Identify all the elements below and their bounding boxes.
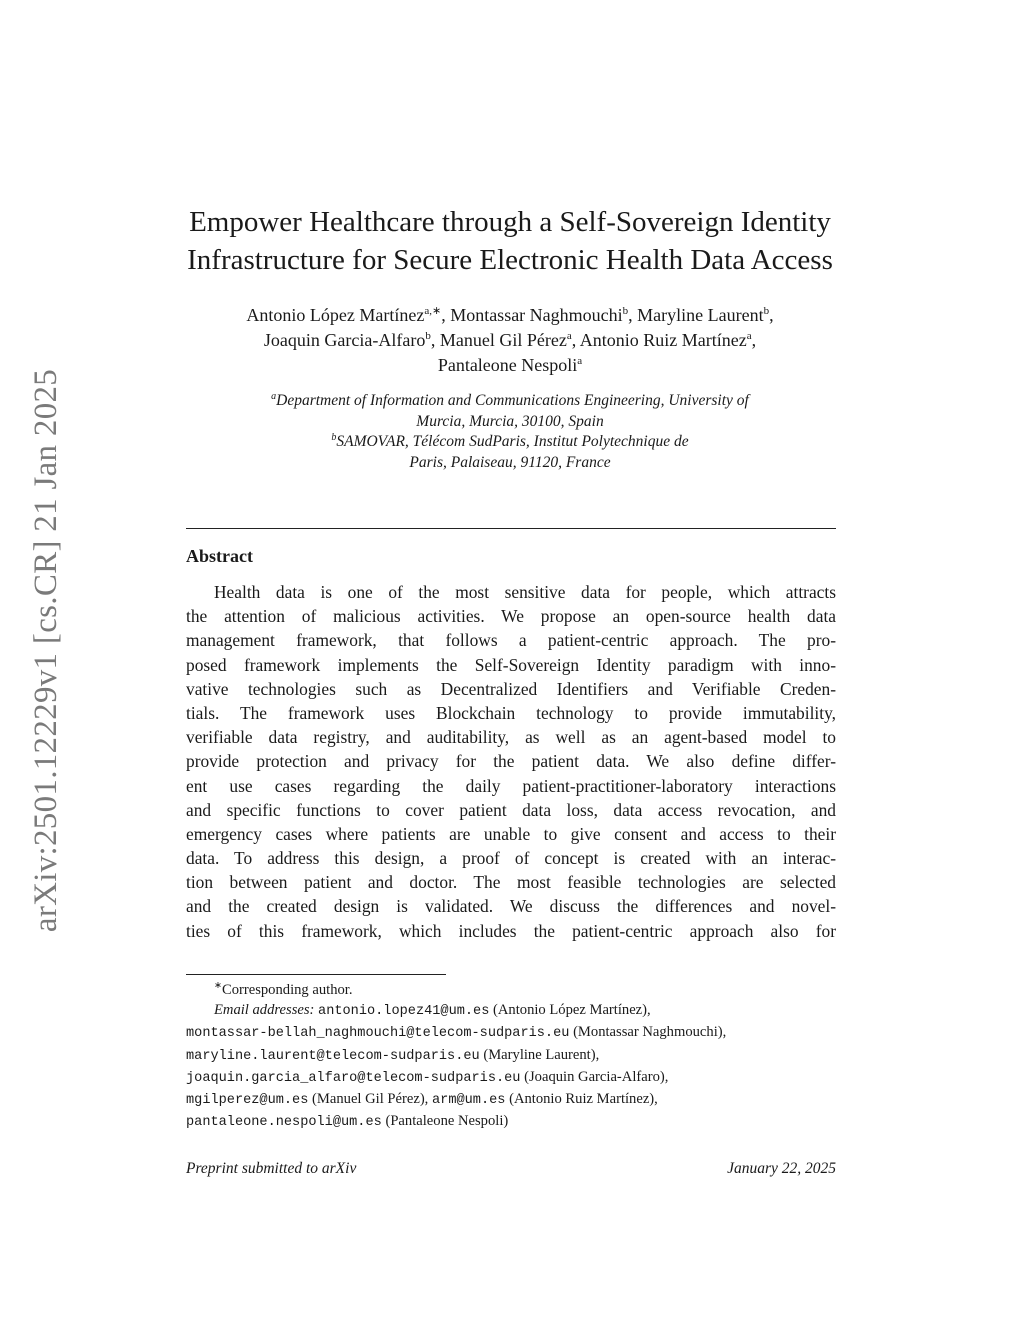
abstract-line: and the created design is validated. We discuss the differences and novel- [186, 896, 836, 917]
email-link[interactable]: arm@um.es [432, 1093, 506, 1109]
email-line: montassar-bellah_naghmouchi@telecom-sudparis.eu (Montassar Naghmouchi), [186, 1024, 727, 1042]
abstract-line: management framework, that follows a patient-centric approach. The pro- [186, 630, 836, 651]
abstract-line: data. To address this design, a proof of concept is created with an interac- [186, 848, 836, 869]
author: Joaquin Garcia-Alfaro$^b$, [263, 330, 440, 350]
abstract-line: the attention of malicious activities. We propose an open-source health data [186, 606, 836, 627]
abstract-line: and specific functions to cover patient data loss, data access revocation, and [186, 799, 836, 820]
author: Maryline Laurent$^b$, [637, 305, 774, 325]
author: Antonio Ruiz Martínez$^a$, [579, 330, 757, 350]
email-link[interactable]: maryline.laurent@telecom-sudparis.eu [186, 1048, 480, 1064]
email-line: Email addresses: antonio.lopez41@um.es (Antonio López Martínez), [214, 1002, 651, 1020]
abstract-line: ent use cases regarding the daily patient-practitioner-laboratory interactions [186, 775, 836, 796]
email-line: maryline.laurent@telecom-sudparis.eu (Maryline Laurent), [186, 1046, 600, 1064]
abstract-line: provide protection and privacy for the patient data. We also define differ- [186, 751, 836, 772]
arxiv-side-stamp [30, 360, 64, 940]
affiliation: $^b$SAMOVAR, Télécom SudParis, Institut Polytechnique de [331, 431, 689, 450]
affiliation: $^a$Department of Information and Communications Engineering, University of [271, 390, 749, 409]
abstract-line: tials. The framework uses Blockchain technology to provide immutability, [186, 702, 836, 723]
abstract-body [186, 580, 836, 943]
email-line: mgilperez@um.es (Manuel Gil Pérez), arm@um.es (Antonio Ruiz Martínez), [186, 1091, 658, 1109]
email-line: joaquin.garcia_alfaro@telecom-sudparis.eu (Joaquin Garcia-Alfaro), [186, 1068, 669, 1086]
affiliation-cont: Murcia, Murcia, 30100, Spain [416, 412, 604, 430]
email-link[interactable]: montassar-bellah_naghmouchi@telecom-sudparis.eu [186, 1026, 570, 1042]
abstract-line: emergency cases where patients are unable to give consent and access to their [186, 823, 836, 844]
email-link[interactable]: antonio.lopez41@um.es [318, 1004, 490, 1020]
abstract-line: vative technologies such as Decentralized Identifiers and Verifiable Creden- [186, 678, 836, 699]
abstract-heading: Abstract [186, 546, 253, 566]
abstract-line: tion between patient and doctor. The most feasible technologies are selected [186, 872, 836, 893]
preprint-date: January 22, 2025 [727, 1160, 836, 1177]
title-line: Infrastructure for Secure Electronic Health Data Access [187, 244, 833, 276]
arxiv-id: arXiv:2501.12229v1 [cs.CR] 21 Jan 2025 [28, 368, 65, 932]
affiliation-cont: Paris, Palaiseau, 91120, France [409, 453, 611, 471]
author: Pantaleone Nespoli$^a$ [437, 355, 583, 375]
abstract-line: Health data is one of the most sensitive data for people, which attracts [214, 582, 836, 602]
author-list [170, 303, 850, 378]
abstract-top-rule [186, 528, 836, 529]
email-link[interactable]: pantaleone.nespoli@um.es [186, 1115, 382, 1131]
paper-title [150, 203, 870, 279]
title-line: Empower Healthcare through a Self-Sovereign Identity [189, 206, 831, 238]
author: Manuel Gil Pérez$^a$, [439, 330, 580, 350]
email-link[interactable]: mgilperez@um.es [186, 1093, 309, 1109]
abstract-line: posed framework implements the Self-Sovereign Identity paradigm with inno- [186, 654, 836, 675]
preprint-note: Preprint submitted to arXiv [186, 1160, 357, 1177]
author: Montassar Naghmouchi$^b$, [450, 305, 638, 325]
abstract-line: verifiable data registry, and auditability, as well as an agent-based model to [186, 727, 836, 748]
corresponding-author-note: ∗Corresponding author. [214, 981, 353, 998]
affiliations [200, 391, 820, 473]
author: Antonio López Martínez$^{a,∗}$, [246, 305, 451, 325]
abstract-line: ties of this framework, which includes the patient-centric approach also for [186, 920, 836, 941]
email-line: pantaleone.nespoli@um.es (Pantaleone Nespoli) [186, 1113, 509, 1131]
footnote [186, 980, 836, 1133]
email-label: Email addresses: [214, 1002, 315, 1019]
email-link[interactable]: joaquin.garcia_alfaro@telecom-sudparis.eu [186, 1070, 521, 1086]
footnote-rule [186, 974, 446, 975]
